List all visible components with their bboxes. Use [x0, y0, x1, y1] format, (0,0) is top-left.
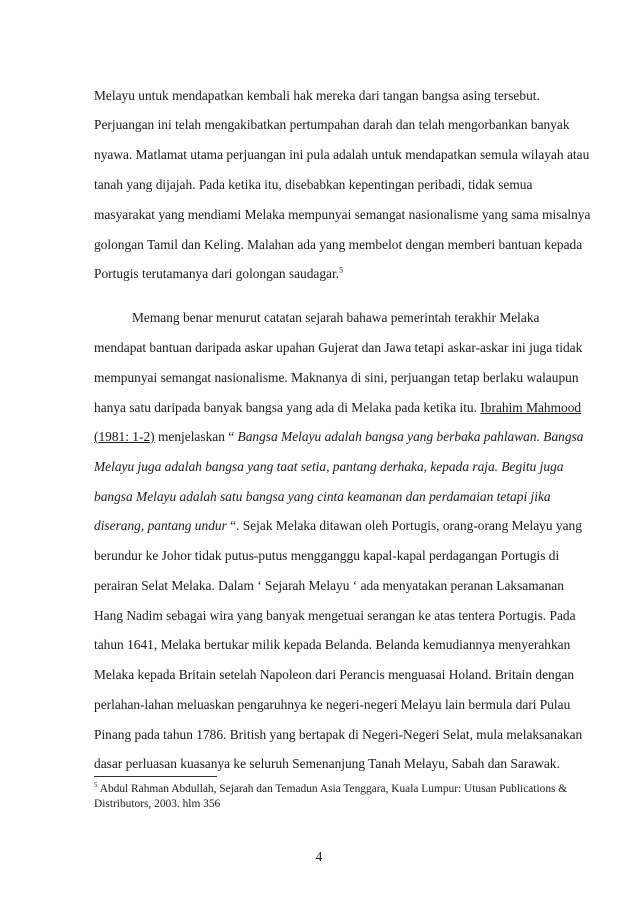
quote-text: diserang, pantang undur [94, 518, 227, 533]
footnote-separator [94, 776, 217, 777]
quote-text: Bangsa Melayu adalah bangsa yang berbaka pahlawan. Bangsa [237, 429, 584, 444]
page-number: 4 [315, 849, 323, 864]
paragraph2-line: berundur ke Johor tidak putus-putus mengganggu kapal-kapal perdagangan Portugis di [94, 548, 560, 563]
quote-text: bangsa Melayu adalah satu bangsa yang cinta keamanan dan perdamaian tetapi jika [94, 489, 551, 504]
paragraph2-line [94, 400, 581, 416]
paragraph2-line [94, 489, 551, 505]
paragraph1-line: Perjuangan ini telah mengakibatkan pertumpahan darah dan telah mengorbankan banyak [94, 117, 570, 132]
paragraph2-line: dasar perluasan kuasanya ke seluruh Semenanjung Tanah Melayu, Sabah dan Sarawak. [94, 756, 560, 771]
paragraph2-line [94, 518, 582, 534]
paragraph2-line [94, 459, 564, 475]
paragraph2-line: mempunyai semangat nasionalisme. Maknanya di sini, perjuangan tetap berlaku walaupun [94, 370, 579, 385]
paragraph2-line: tahun 1641, Melaka bertukar milik kepada Belanda. Belanda kemudiannya menyerahkan [94, 637, 571, 652]
paragraph2-text: “. Sejak Melaka ditawan oleh Portugis, orang-orang Melayu yang [226, 518, 582, 533]
paragraph2-line: Hang Nadim sebagai wira yang banyak mengetuai serangan ke atas tentera Portugis. Pada [94, 608, 576, 623]
paragraph2-line: Pinang pada tahun 1786. British yang bertapak di Negeri-Negeri Selat, mula melaksanakan [94, 727, 583, 742]
paragraph1-line: nyawa. Matlamat utama perjuangan ini pula adalah untuk mendapatkan semula wilayah atau [94, 147, 590, 162]
paragraph1-last-text: Portugis terutamanya dari golongan saudagar. [94, 266, 340, 281]
paragraph2-line: perlahan-lahan meluaskan pengaruhnya ke negeri-negeri Melayu lain bermula dari Pulau [94, 697, 571, 712]
footnote-line: Distributors, 2003. hlm 356 [94, 798, 221, 810]
footnote-reference[interactable]: 5 [339, 265, 344, 275]
quote-text: Melayu juga adalah bangsa yang taat setia, pantang derhaka, kepada raja. Begitu juga [94, 459, 564, 474]
footnote-number: 5 [94, 781, 98, 790]
paragraph2-text: menjelaskan “ [154, 429, 238, 444]
citation-link[interactable]: (1981: 1-2) [94, 429, 155, 444]
paragraph1-line: tanah yang dijajah. Pada ketika itu, disebabkan kepentingan peribadi, tidak semua [94, 177, 533, 192]
paragraph2-text: hanya satu daripada banyak bangsa yang ada di Melaka pada ketika itu. [94, 400, 481, 415]
paragraph2-line: mendapat bantuan daripada askar upahan Gujerat dan Jawa tetapi askar-askar ini juga tidak [94, 340, 583, 355]
footnote-text: Abdul Rahman Abdullah, Sejarah dan Temadun Asia Tenggara, Kuala Lumpur: Utusan Publications & [97, 783, 568, 795]
citation-link[interactable]: Ibrahim Mahmood [480, 400, 582, 415]
paragraph1-line: masyarakat yang mendiami Melaka mempunyai semangat nasionalisme yang sama misalnya [94, 207, 591, 222]
paragraph2-line: Melaka kepada Britain setelah Napoleon dari Perancis menguasai Holand. Britain dengan [94, 667, 575, 682]
paragraph2-line: Memang benar menurut catatan sejarah bahawa pemerintah terakhir Melaka [132, 310, 540, 325]
footnote-line [94, 782, 567, 796]
paragraph2-line: perairan Selat Melaka. Dalam ‘ Sejarah Melayu ‘ ada menyatakan peranan Laksamanan [94, 578, 564, 593]
paragraph1-line: golongan Tamil dan Keling. Malahan ada yang membelot dengan memberi bantuan kepada [94, 237, 583, 252]
paragraph1-line: Melayu untuk mendapatkan kembali hak mereka dari tangan bangsa asing tersebut. [94, 88, 540, 103]
paragraph1-line [94, 266, 343, 282]
paragraph2-line [94, 429, 583, 445]
